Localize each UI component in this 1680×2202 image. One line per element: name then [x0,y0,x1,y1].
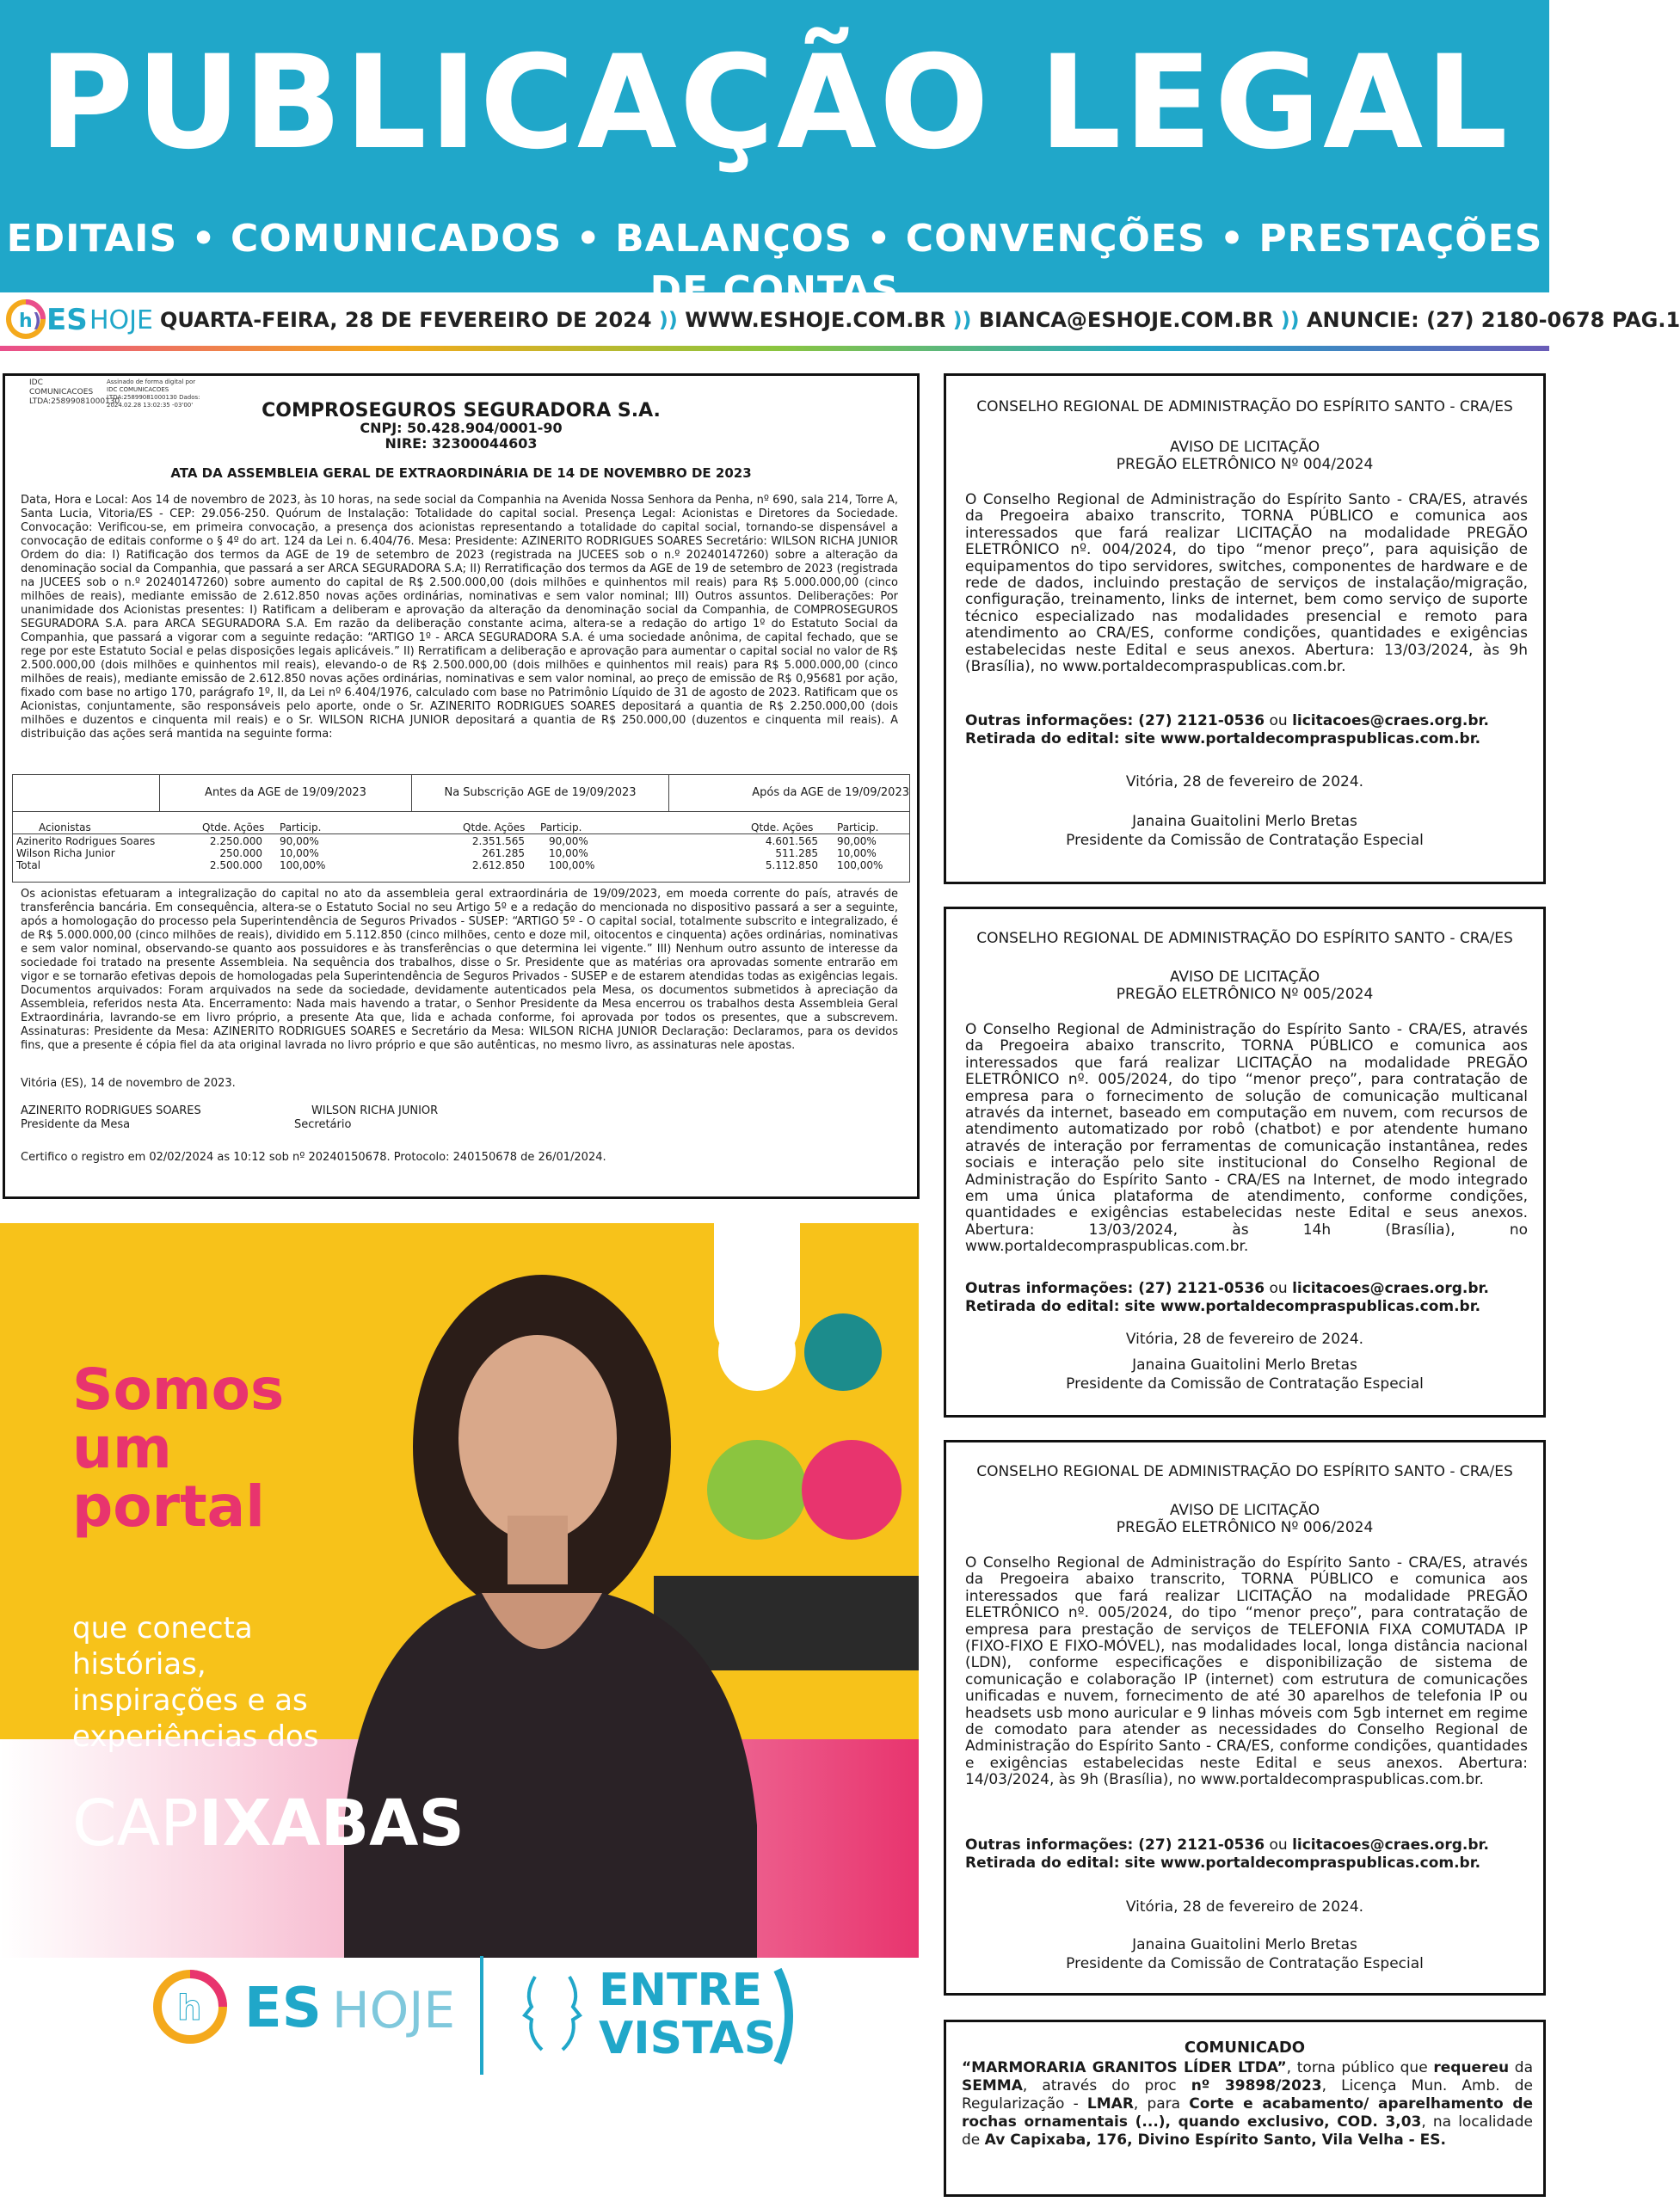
ad-headline-line: portal [72,1473,265,1540]
notice-signer: Janaina Guaitolini Merlo Bretas [1132,1356,1357,1374]
ata-title: ATA DA ASSEMBLEIA GERAL DE EXTRAORDINÁRIA DE 14 DE NOVEMBRO DE 2023 [170,465,752,481]
separator: )) [658,308,678,332]
table-header: Acionistas [39,821,91,833]
notice-phone: Outras informações: (27) 2121-0536 [965,712,1265,729]
notice-number: PREGÃO ELETRÔNICO Nº 006/2024 [1116,1519,1374,1536]
table-cell: 100,00% [280,859,326,871]
eshoje-logo-es: ES [46,303,88,337]
ad-tagline-line: experiências dos [72,1719,319,1754]
notice-org: CONSELHO REGIONAL DE ADMINISTRAÇÃO DO ESPÍRITO SANTO - CRA/ES [976,1463,1513,1480]
signature-role: Presidente da Mesa [21,1118,131,1131]
table-cell: 511.285 [775,847,818,859]
comunicado-fragment: , através do proc [1022,2077,1191,2094]
comunicado-lmar: LMAR [1086,2095,1134,2113]
share-table [12,774,910,883]
faces-icon [518,1968,587,2063]
table-cell: 4.601.565 [765,835,818,847]
registration-certificate: Certifico o registro em 02/02/2024 as 10:12 sob nº 20240150678. Protocolo: 240150678 de 26/01/2024. [21,1151,606,1164]
table-cell: 2.250.000 [209,835,262,847]
table-group-header: Após da AGE de 19/09/2023 [752,786,909,799]
table-cell: 100,00% [837,859,883,871]
comunicado-fragment: , Licença Mun. Amb. de Regularização - [962,2077,1534,2113]
notice-or: ou [1269,1836,1288,1854]
ad-logo-vistas: VISTAS [599,2013,777,2064]
page-number: PAG.1 [1611,308,1680,332]
notice-retirada: Retirada do edital: site www.portaldecompraspublicas.com.br. [965,1854,1481,1872]
table-group-header: Antes da AGE de 19/09/2023 [205,786,366,799]
edition-date: QUARTA-FEIRA, 28 DE FEVEREIRO DE 2024 [160,308,652,332]
ad-ixabas: IXABAS [198,1787,465,1861]
notice-org: CONSELHO REGIONAL DE ADMINISTRAÇÃO DO ESPÍRITO SANTO - CRA/ES [976,930,1513,947]
comunicado-fragment: , torna público que [1286,2059,1434,2076]
table-cell: 10,00% [280,847,319,859]
notice-retirada: Retirada do edital: site www.portaldecompraspublicas.com.br. [965,1298,1481,1315]
table-cell: 5.112.850 [765,859,818,871]
ad-banner[interactable] [0,1223,919,2200]
table-cell: 90,00% [837,835,877,847]
table-cell: 261.285 [482,847,525,859]
comunicado-fragment: , na localidade de [962,2113,1533,2149]
advertise-phone: ANUNCIE: (27) 2180-0678 [1306,308,1605,332]
notice-email[interactable]: licitacoes@craes.org.br. [1292,712,1489,729]
company-cnpj: CNPJ: 50.428.904/0001-90 [360,420,563,436]
separator: )) [952,308,972,332]
comunicado-company: “MARMORARIA GRANITOS LÍDER LTDA” [962,2059,1287,2076]
notice-date: Vitória, 28 de fevereiro de 2024. [1125,773,1364,790]
notice-signer: Janaina Guaitolini Merlo Bretas [1132,813,1357,830]
notice-contact [965,712,1528,730]
table-cell: 2.351.565 [471,835,525,847]
ad-headline-line: Somos [72,1356,285,1423]
comunicado-text [962,2059,1533,2150]
email-link[interactable]: BIANCA@ESHOJE.COM.BR [978,308,1274,332]
eshoje-logo-hoje: HOJE [89,305,153,335]
ad-logo-es: ES [244,1977,322,2040]
comunicado-activity: Corte e acabamento/ aparelhamento de rochas ornamentais (...), quando exclusivo, COD. 3,03 [962,2095,1534,2131]
table-header: Qtde. Ações [463,821,526,833]
table-cell: 250.000 [219,847,262,859]
notice-email[interactable]: licitacoes@craes.org.br. [1292,1280,1489,1297]
svg-text:h: h [19,311,33,332]
table-header: Particip. [280,821,322,833]
company-name: COMPROSEGUROS SEGURADORA S.A. [262,400,661,421]
table-cell: 10,00% [837,847,877,859]
table-cell: 2.612.850 [471,859,525,871]
notice-retirada: Retirada do edital: site www.portaldecompraspublicas.com.br. [965,730,1481,747]
table-cell: 100,00% [549,859,595,871]
notice-body: O Conselho Regional de Administração do Espírito Santo - CRA/ES, através da Pregoeira abaixo transcrito, TORNA PÚBLICO e comunica aos interessados que fará realizar LICITAÇÃO na modalidade PREGÃO ELETRÔNICO nº. 005/2024, do tipo “menor preço”, para contratação de empresa para o fornecimento de solução de comunicação multicanal através da internet, baseado em computação em nuvem, com recursos de atendimento automatizado por robô (chatbot) e por atendente humano através de interação por ferramentas de comunicação instantânea, redes sociais e interação pelo site institucional do Conselho Regional de Administração do Espírito Santo - CRA/ES na Internet, de modo integrado em uma única plataforma de atendimento, conforme condições, quantidades e exigências estabelecidas neste Edital e seus anexos. Abertura: 13/03/2024, às 14h (Brasília), no www.portaldecompraspublicas.com.br. [965,1021,1528,1256]
separator: )) [1280,308,1300,332]
notice-signer: Janaina Guaitolini Merlo Bretas [1132,1936,1357,1953]
notice-org: CONSELHO REGIONAL DE ADMINISTRAÇÃO DO ESPÍRITO SANTO - CRA/ES [976,398,1513,415]
ad-cap: CAP [72,1787,199,1861]
notice-title: AVISO DE LICITAÇÃO [1169,439,1320,456]
notice-or: ou [1269,1280,1288,1297]
digital-signature-stamp: IDC COMUNICACOES LTDA:25899081000130 [29,378,120,406]
svg-text:): ) [33,311,42,332]
ad-headline [72,1356,285,1540]
rainbow-divider [0,346,1549,351]
notice-body: O Conselho Regional de Administração do Espírito Santo - CRA/ES, através da Pregoeira abaixo transcrito, TORNA PÚBLICO e comunica aos interessados que fará realizar LICITAÇÃO na modalidade PREGÃO ELETRÔNICO nº. 005/2024, do tipo “menor preço”, para contratação de empresa para prestação de serviços de TELEFONIA FIXA COMUTADA IP (FIXO-FIXO E FIXO-MÓVEL), nas modalidades local, longa distância nacional (LDN), conforme especificações e disponibilização de sistema de comunicação e colaboração IP (internet) com estrutura de comunicações unificadas e nuvem, fornecimento de até 30 aparelhos de telefonia IP ou headsets usb mono auricular e 9 linhas móveis com 5gb internet em regime de comodato para atender as necessidades do Conselho Regional de Administração do Espírito Santo - CRA/ES, conforme condições, quantidades e exigências estabelecidas neste Edital e seus anexos. Abertura: 14/03/2024, às 9h (Brasília), no www.portaldecompraspublicas.com.br. [965,1554,1528,1789]
ad-capixabas [72,1787,465,1861]
notice-signer-role: Presidente da Comissão de Contratação Especial [1066,1955,1424,1972]
table-cell: 10,00% [549,847,588,859]
ata-place-date: Vitória (ES), 14 de novembro de 2023. [21,1077,236,1090]
notice-number: PREGÃO ELETRÔNICO Nº 005/2024 [1116,986,1374,1003]
comunicado-fragment: da [1509,2059,1533,2076]
notice-phone: Outras informações: (27) 2121-0536 [965,1836,1265,1854]
ad-tagline-line: que conecta [72,1611,253,1645]
signature-name: WILSON RICHA JUNIOR [311,1104,439,1117]
ad-logo-entre: ENTRE [599,1965,763,2016]
company-nire: NIRE: 32300044603 [385,435,538,452]
table-cell: 90,00% [280,835,319,847]
notice-body: O Conselho Regional de Administração do Espírito Santo - CRA/ES, através da Pregoeira abaixo transcrito, TORNA PÚBLICO e comunica aos interessados que fará realizar LICITAÇÃO na modalidade PREGÃO ELETRÔNICO nº. 004/2024, do tipo “menor preço”, para aquisição de equipamentos do tipo servidores, switches, componentes de hardware e de rede de dados, incluindo prestação de serviços de instalação/migração, configuração, treinamento, links de internet, bem como serviço de suporte técnico especializado nas modalidades presencial e remoto para atendimento ao CRA/ES, conforme condições, quantidades e exigências estabelecidas neste Edital e seus anexos. Abertura: 13/03/2024, às 9h (Brasília), no www.portaldecompraspublicas.com.br. [965,491,1528,676]
site-link[interactable]: WWW.ESHOJE.COM.BR [685,308,946,332]
signature-role: Secretário [294,1118,352,1131]
ad-headline-line: um [72,1415,172,1481]
notice-or: ou [1269,712,1288,729]
ata-paragraph: Os acionistas efetuaram a integralização do capital no ato da assembleia geral extraordinária de 19/09/2023, em moeda corrente do país, através de transferência bancária. Em consequência, altera-se o Estatuto Social no seu Artigo 5º e a redação do mencionada no dispositivo passará a ser a seguinte, após a homologação do processo pela Superintendência de Seguros Privados - SUSEP: “ARTIGO 5º - O capital social, totalmente subscrito e integralizado, é de R$ 5.000.000,00 (cinco milhões de reais), dividido em 5.112.850 (cinco milhões, cento e doze mil, oitocentos e cinquenta) ações ordinárias, nominativas e sem valor nominal, observando-se quanto aos possuidores e às transferências o que determina lei vigente.” III) Nenhum outro assunto de interesse da sociedade foi tratado na presente Assembleia. Na sequência dos trabalhos, disse o Sr. Presidente que as matérias ora aprovadas somente entrarão em vigor e se tornarão efetivas depois de homologadas pela Superintendência de Seguros Privados - SUSEP e de estarem atendidas todas as exigências legais. Documentos arquivados: Foram arquivados na sede da sociedade, devidamente autenticados pela Mesa, os documentos submetidos à apreciação da Assembleia, referidos nesta Ata. Encerramento: Nada mais havendo a tratar, o Senhor Presidente da Mesa encerrou os trabalhos desta Assembleia Geral Extraordinária, lavrando-se em livro próprio, a presente Ata que, lida e achada conforme, foi aprovada por todos os presentes, que a subscrevem. Assinaturas: Presidente da Mesa: AZINERITO RODRIGUES SOARES e Secretário da Mesa: WILSON RICHA JUNIOR Declaração: Declaramos, para os devidos fins, que a presente é cópia fiel da ata original lavrada no livro próprio e que são autênticas, no mesmo livro, as assinaturas nele apostas. [21,888,898,1052]
notice-contact [965,1836,1528,1854]
table-header: Particip. [837,821,879,833]
notice-title: AVISO DE LICITAÇÃO [1169,1502,1320,1519]
info-bar-text [160,304,1680,335]
comunicado-semma: SEMMA [962,2077,1023,2094]
table-header: Qtde. Ações [751,821,814,833]
table-cell: Total [16,859,41,871]
notice-email[interactable]: licitacoes@craes.org.br. [1292,1836,1489,1854]
notice-signer-role: Presidente da Comissão de Contratação Especial [1066,1375,1424,1393]
signature-name: AZINERITO RODRIGUES SOARES [21,1104,201,1117]
ad-logo-hoje: HOJE [332,1981,456,2039]
comunicado-address: Av Capixaba, 176, Divino Espírito Santo, Vila Velha - ES. [984,2131,1446,2149]
table-cell: Azinerito Rodrigues Soares [16,835,156,847]
comunicado-proc: nº 39898/2023 [1191,2077,1322,2094]
notice-number: PREGÃO ELETRÔNICO Nº 004/2024 [1116,456,1374,473]
eshoje-ad-logo-icon [151,1968,229,2045]
table-header: Qtde. Ações [202,821,265,833]
notice-date: Vitória, 28 de fevereiro de 2024. [1125,1331,1364,1348]
notice-phone: Outras informações: (27) 2121-0536 [965,1280,1265,1297]
svg-text:h: h [177,1989,202,2028]
notice-date: Vitória, 28 de fevereiro de 2024. [1125,1898,1364,1916]
table-group-header: Na Subscrição AGE de 19/09/2023 [444,786,637,799]
table-cell: 2.500.000 [209,859,262,871]
digital-signature-details: Assinado de forma digital por IDC COMUNICACOES LTDA:25899081000130 Dados: 2024.02.28 13:02:35 -03'00' [107,378,200,409]
notice-title: AVISO DE LICITAÇÃO [1169,969,1320,986]
notice-signer-role: Presidente da Comissão de Contratação Especial [1066,832,1424,849]
masthead-title: PUBLICAÇÃO LEGAL [39,28,1511,178]
table-cell: 90,00% [549,835,588,847]
comunicado-requereu: requereu [1433,2059,1510,2076]
table-header: Particip. [540,821,582,833]
bracket-icon [771,1965,805,2068]
ata-paragraph: Data, Hora e Local: Aos 14 de novembro de 2023, às 10 horas, na sede social da Companhia na Avenida Nossa Senhora da Penha, nº 690, sala 214, Torre A, Santa Lucia, Vitoria/ES - CEP: 29.056-250. Quórum de Instalação: Totalidade do capital social. Presença Legal: Acionistas e Diretores da Sociedade. Convocação: Verificou-se, em primeira convocação, a presença dos acionistas representando a totalidade do capital social, tornando-se dispensável a convocação de editais conforme o § 4º do art. 124 da Lei n. 6.404/76. Mesa: Presidente: AZINERITO RODRIGUES SOARES Secretário: WILSON RICHA JUNIOR Ordem do dia: I) Ratificação dos termos da AGE de 19 de setembro de 2023 (registrada na JUCEES sob o n.º 20240147260) sobre a alteração da denominação social da Companhia, que passará a ser ARCA SEGURADORA S.A; II) Rerratificação dos termos da AGE de 19 de setembro de 2023 (registrada na JUCEES sob o n.º 20240147260) sobre aumento do capital de R$ 2.500.000,00 (dois milhões e quinhentos mil reais) para R$ 5.000.000,00 (cinco milhões de reais), mediante emissão de 2.612.850 novas ações ordinárias, nominativas e sem valor nominal; III) Outros assuntos. Deliberações: Por unanimidade dos Acionistas presentes: I) Ratificam a deliberam e aprovação da alteração da denominação social da Companhia, de COMPROSEGUROS SEGURADORA S.A. para ARCA SEGURADORA S.A. Em razão da deliberação constante acima, altera-se a redação do artigo 1º do Estatuto Social da Companhia, que passará a vigorar com a seguinte redação: “ARTIGO 1º - ARCA SEGURADORA S.A. é uma sociedade anônima, de capital fechado, que se rege por este Estatuto Social e pelas disposições legais aplicáveis.” II) Rerratificam a deliberação e aprovação para aumentar o capital social no valor de R$ 2.500.000,00 (dois milhões e quinhentos mil reais), elevando-o de R$ 2.500.000,00 (dois milhões e quinhentos mil reais) para R$ 5.000.000,00 (cinco milhões de reais), mediante emissão de 2.612.850 novas ações ordinárias, nominativas e sem valor nominal, ao preço de emissão de R$ 0,95681 por ação, fixado com base no artigo 170, parágrafo 1º, II, da Lei nº 6.404/1976, calculado com base no Patrimônio Líquido de 31 de agosto de 2023. Ratificam que os Acionistas, conjuntamente, são responsáveis pelo aporte, onde o Sr. AZINERITO RODRIGUES SOARES depositará a quantia de R$ 2.250.000,00 (dois milhões e duzentos e cinquenta mil reais) e o Sr. WILSON RICHA JUNIOR depositará a quantia de R$ 250.000,00 (duzentos e cinquenta mil reais). A distribuição das ações será mantida na seguinte forma: [21,494,898,741]
ad-tagline-line: inspirações e as [72,1683,308,1718]
ad-tagline [72,1610,318,1755]
masthead-subtitle: EDITAIS • COMUNICADOS • BALANÇOS • CONVENÇÕES • PRESTAÇÕES DE CONTAS [6,217,1543,312]
comunicado-title: COMUNICADO [1184,2039,1306,2057]
ad-tagline-line: histórias, [72,1647,206,1682]
table-cell: Wilson Richa Junior [16,847,115,859]
ad-logo-divider [480,1956,483,2075]
notice-contact [965,1280,1528,1298]
comunicado-fragment: , para [1133,2095,1190,2113]
